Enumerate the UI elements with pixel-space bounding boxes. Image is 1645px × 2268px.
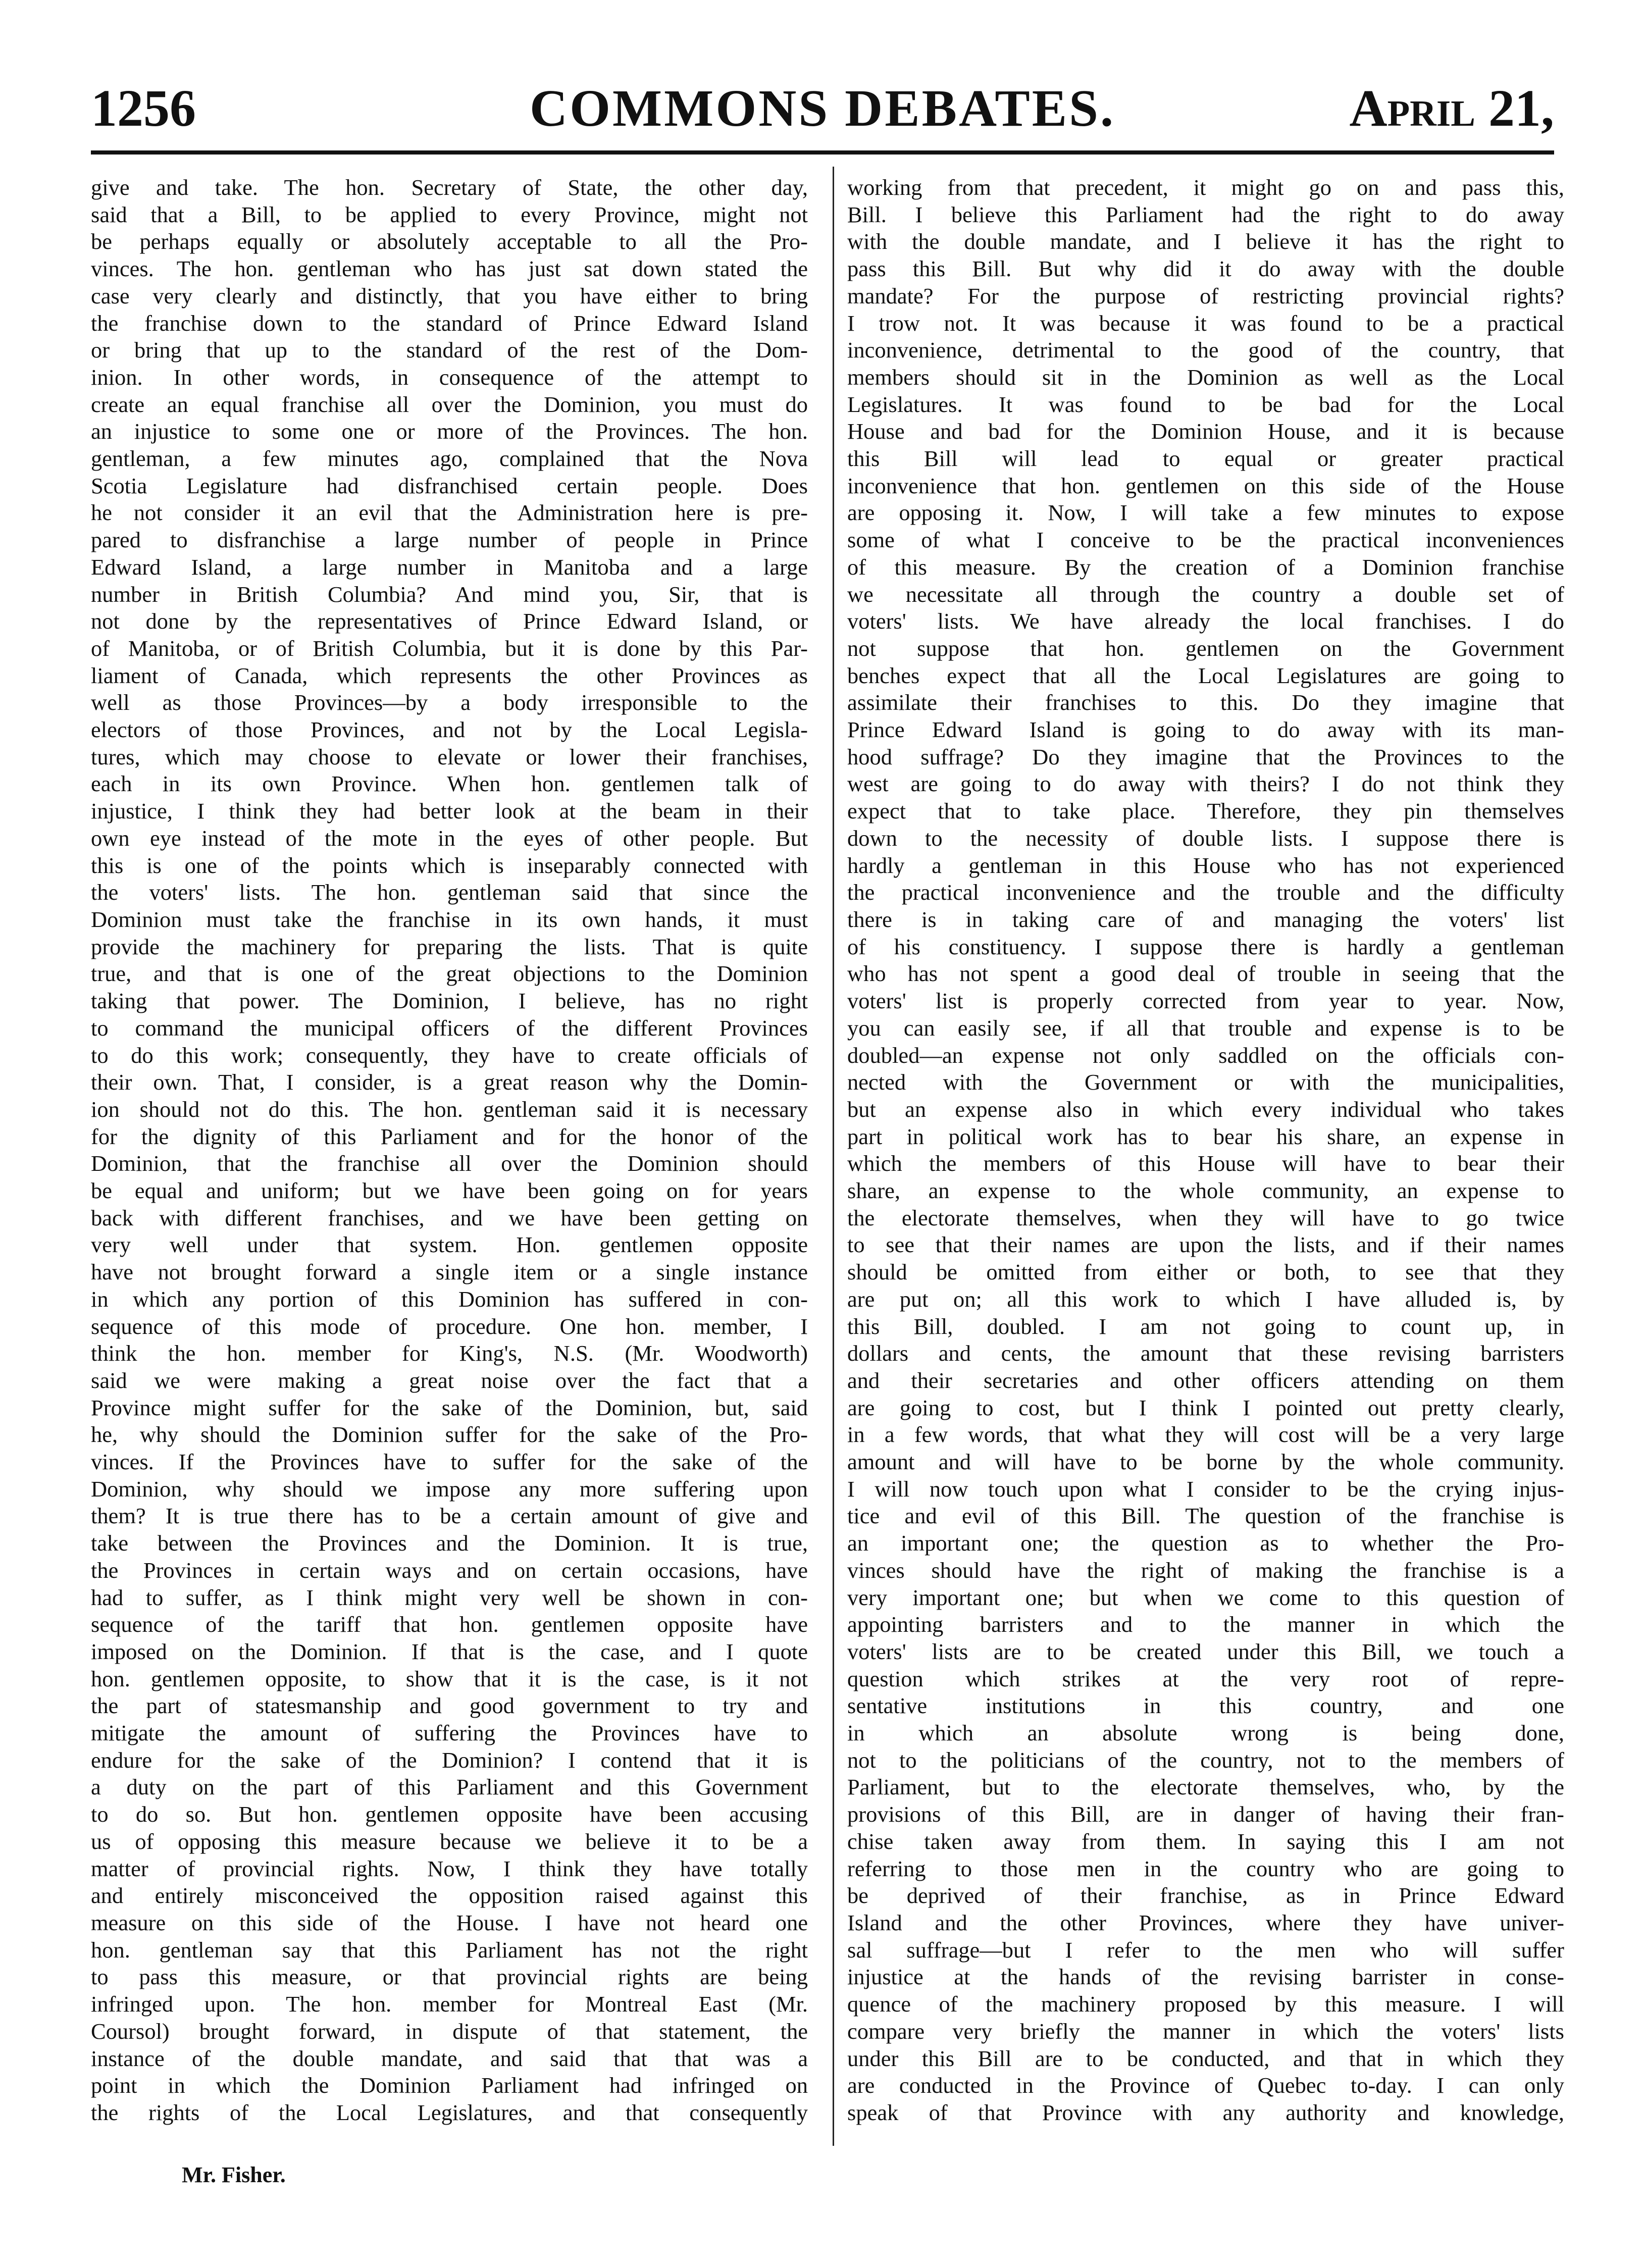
text-line: had to suffer, as I think might very well be shown in con- xyxy=(91,1584,808,1610)
text-line: not done by the representatives of Prince Edward Island, or xyxy=(91,608,808,634)
text-line: of this measure. By the creation of a Dominion franchise xyxy=(847,554,1564,580)
text-line: a duty on the part of this Parliament and this Government xyxy=(91,1774,808,1800)
text-line: said we were making a great noise over the fact that a xyxy=(91,1367,808,1393)
text-line: this is one of the points which is inseparably connected with xyxy=(91,852,808,878)
text-line: quence of the machinery proposed by this measure. I will xyxy=(847,1991,1564,2017)
text-line: west are going to do away with theirs? I do not think they xyxy=(847,771,1564,797)
text-line: point in which the Dominion Parliament had infringed on xyxy=(91,2073,808,2098)
text-line: matter of provincial rights. Now, I think they have totally xyxy=(91,1855,808,1881)
text-line: Coursol) brought forward, in dispute of that statement, the xyxy=(91,2018,808,2044)
text-line: or bring that up to the standard of the rest of the Dom- xyxy=(91,337,808,363)
text-line: of Manitoba, or of British Columbia, but it is done by this Par- xyxy=(91,635,808,661)
text-line: some of what I conceive to be the practical inconveniences xyxy=(847,527,1564,553)
text-line: sentative institutions in this country, and one xyxy=(847,1693,1564,1719)
text-line: hardly a gentleman in this House who has not experienced xyxy=(847,852,1564,878)
text-line: Island and the other Provinces, where they have univer- xyxy=(847,1910,1564,1935)
text-line: tice and evil of this Bill. The question of the franchise is xyxy=(847,1503,1564,1529)
text-line: imposed on the Dominion. If that is the case, and I quote xyxy=(91,1638,808,1664)
text-line: hon. gentlemen opposite, to show that it is the case, is it not xyxy=(91,1666,808,1691)
text-line: doubled—an expense not only saddled on the officials con- xyxy=(847,1042,1564,1068)
text-line: injustice at the hands of the revising barrister in conse- xyxy=(847,1964,1564,1990)
text-line: them? It is true there has to be a certain amount of give and xyxy=(91,1503,808,1529)
text-line: voters' list is properly corrected from year to year. Now, xyxy=(847,988,1564,1014)
text-line: Edward Island, a large number in Manitoba and a large xyxy=(91,554,808,580)
text-line: and entirely misconceived the opposition raised against this xyxy=(91,1883,808,1909)
text-line: provide the machinery for preparing the lists. That is quite xyxy=(91,934,808,959)
text-line: hon. gentleman say that this Parliament has not the right xyxy=(91,1937,808,1963)
text-line: liament of Canada, which represents the other Provinces as xyxy=(91,662,808,688)
text-line: part in political work has to bear his share, an expense in xyxy=(847,1123,1564,1149)
text-line: to do so. But hon. gentlemen opposite have been accusing xyxy=(91,1801,808,1827)
text-line: sequence of the tariff that hon. gentlemen opposite have xyxy=(91,1612,808,1637)
text-line: electors of those Provinces, and not by the Local Legisla- xyxy=(91,717,808,743)
text-line: down to the necessity of double lists. I suppose there is xyxy=(847,825,1564,851)
text-line: share, an expense to the whole community, an expense to xyxy=(847,1178,1564,1204)
text-line: members should sit in the Dominion as well as the Local xyxy=(847,364,1564,390)
text-line: you can easily see, if all that trouble and expense is to be xyxy=(847,1015,1564,1041)
text-line: appointing barristers and to the manner in which the xyxy=(847,1612,1564,1637)
text-line: are going to cost, but I think I pointed out pretty clearly, xyxy=(847,1395,1564,1420)
text-line: provisions of this Bill, are in danger of having their fran- xyxy=(847,1801,1564,1827)
text-line: taking that power. The Dominion, I believe, has no right xyxy=(91,988,808,1014)
text-line: voters' lists are to be created under this Bill, we touch a xyxy=(847,1638,1564,1664)
text-line: Province might suffer for the sake of the Dominion, but, said xyxy=(91,1395,808,1420)
text-line: he, why should the Dominion suffer for the sake of the Pro- xyxy=(91,1422,808,1448)
text-line: to command the municipal officers of the different Provinces xyxy=(91,1015,808,1041)
text-line: instance of the double mandate, and said that that was a xyxy=(91,2045,808,2071)
text-line: are put on; all this work to which I have alluded is, by xyxy=(847,1286,1564,1312)
text-line: inion. In other words, in consequence of the attempt to xyxy=(91,364,808,390)
text-line: the part of statesmanship and good government to try and xyxy=(91,1693,808,1719)
text-line: I will now touch upon what I consider to be the crying injus- xyxy=(847,1476,1564,1502)
text-line: I trow not. It was because it was found to be a practical xyxy=(847,310,1564,336)
text-line: well as those Provinces—by a body irresponsible to the xyxy=(91,690,808,715)
left-column xyxy=(91,174,808,2158)
text-line: own eye instead of the mote in the eyes of other people. But xyxy=(91,825,808,851)
text-line: vinces. The hon. gentleman who has just sat down stated the xyxy=(91,256,808,282)
text-line: the electorate themselves, when they will have to go twice xyxy=(847,1205,1564,1230)
text-line: inconvenience, detrimental to the good of the country, that xyxy=(847,337,1564,363)
text-line: the franchise down to the standard of Prince Edward Island xyxy=(91,310,808,336)
text-line: voters' lists. We have already the local franchises. I do xyxy=(847,608,1564,634)
text-line: true, and that is one of the great objections to the Dominion xyxy=(91,961,808,987)
text-line: to do this work; consequently, they have to create officials of xyxy=(91,1042,808,1068)
text-line: an injustice to some one or more of the Provinces. The hon. xyxy=(91,419,808,444)
text-line: House and bad for the Dominion House, and it is because xyxy=(847,419,1564,444)
text-line: injustice, I think they had better look at the beam in their xyxy=(91,798,808,824)
text-line: there is in taking care of and managing the voters' list xyxy=(847,906,1564,932)
text-line: Prince Edward Island is going to do away with its man- xyxy=(847,717,1564,743)
text-line: this Bill will lead to equal or greater practical xyxy=(847,446,1564,472)
text-line: but an expense also in which every individual who takes xyxy=(847,1096,1564,1122)
text-line: sal suffrage—but I refer to the men who will suffer xyxy=(847,1937,1564,1963)
text-line: not suppose that hon. gentlemen on the Government xyxy=(847,635,1564,661)
text-line: in which any portion of this Dominion has suffered in con- xyxy=(91,1286,808,1312)
text-line: in a few words, that what they will cost will be a very large xyxy=(847,1422,1564,1448)
text-line: should be omitted from either or both, to see that they xyxy=(847,1259,1564,1285)
text-line: he not consider it an evil that the Administration here is pre- xyxy=(91,500,808,526)
text-line: amount and will have to be borne by the whole community. xyxy=(847,1449,1564,1475)
text-line: mandate? For the purpose of restricting provincial rights? xyxy=(847,283,1564,308)
text-line: not to the politicians of the country, not to the members of xyxy=(847,1747,1564,1773)
page-number: 1256 xyxy=(91,79,196,137)
text-line: their own. That, I consider, is a great reason why the Domin- xyxy=(91,1069,808,1095)
text-line: the rights of the Local Legislatures, and that consequently xyxy=(91,2099,808,2125)
text-line: speak of that Province with any authority and knowledge, xyxy=(847,2099,1564,2125)
text-line: Bill. I believe this Parliament had the right to do away xyxy=(847,201,1564,227)
header-rule xyxy=(91,150,1554,154)
text-line: in which an absolute wrong is being done, xyxy=(847,1720,1564,1746)
text-line: each in its own Province. When hon. gentlemen talk of xyxy=(91,771,808,797)
text-line: referring to those men in the country who are going to xyxy=(847,1855,1564,1881)
text-line: number in British Columbia? And mind you, Sir, that is xyxy=(91,581,808,607)
text-line: us of opposing this measure because we believe it to be a xyxy=(91,1828,808,1854)
text-line: vinces. If the Provinces have to suffer for the sake of the xyxy=(91,1449,808,1475)
text-line: nected with the Government or with the municipalities, xyxy=(847,1069,1564,1095)
text-line: which the members of this House will have to bear their xyxy=(847,1151,1564,1176)
text-line: who has not spent a good deal of trouble in seeing that the xyxy=(847,961,1564,987)
text-line: give and take. The hon. Secretary of State, the other day, xyxy=(91,175,808,200)
text-line: tures, which may choose to elevate or lower their franchises, xyxy=(91,744,808,769)
text-line: and their secretaries and other officers attending on them xyxy=(847,1367,1564,1393)
text-line: very important one; but when we come to this question of xyxy=(847,1584,1564,1610)
text-line: think the hon. member for King's, N.S. (Mr. Woodworth) xyxy=(91,1341,808,1366)
text-line: the voters' lists. The hon. gentleman said that since the xyxy=(91,880,808,905)
text-line: pass this Bill. But why did it do away with the double xyxy=(847,256,1564,282)
right-column xyxy=(847,174,1564,2158)
text-line: expect that to take place. Therefore, they pin themselves xyxy=(847,798,1564,824)
text-line: question which strikes at the very root of repre- xyxy=(847,1666,1564,1691)
text-line: Dominion, that the franchise all over the Dominion should xyxy=(91,1151,808,1176)
text-line: with the double mandate, and I believe it has the right to xyxy=(847,229,1564,254)
text-line: Dominion, why should we impose any more suffering upon xyxy=(91,1476,808,1502)
text-line: the practical inconvenience and the trouble and the difficulty xyxy=(847,880,1564,905)
text-line: of his constituency. I suppose there is hardly a gentleman xyxy=(847,934,1564,959)
text-line: Scotia Legislature had disfranchised certain people. Does xyxy=(91,473,808,498)
text-line: dollars and cents, the amount that these revising barristers xyxy=(847,1341,1564,1366)
text-line: benches expect that all the Local Legislatures are going to xyxy=(847,662,1564,688)
text-line: under this Bill are to be conducted, and that in which they xyxy=(847,2045,1564,2071)
text-line: have not brought forward a single item or a single instance xyxy=(91,1259,808,1285)
text-line: to pass this measure, or that provincial rights are being xyxy=(91,1964,808,1990)
text-line: mitigate the amount of suffering the Provinces have to xyxy=(91,1720,808,1746)
column-divider xyxy=(833,167,834,2146)
page-date: April 21, xyxy=(1349,79,1554,137)
text-line: chise taken away from them. In saying this I am not xyxy=(847,1828,1564,1854)
text-line: be equal and uniform; but we have been going on for years xyxy=(91,1178,808,1204)
text-line: an important one; the question as to whether the Pro- xyxy=(847,1530,1564,1556)
text-line: endure for the sake of the Dominion? I contend that it is xyxy=(91,1747,808,1773)
text-line: the Provinces in certain ways and on certain occasions, have xyxy=(91,1557,808,1583)
speaker-footer: Mr. Fisher. xyxy=(182,2162,286,2187)
page-header xyxy=(91,76,1554,141)
text-line: said that a Bill, to be applied to every Province, might not xyxy=(91,201,808,227)
publication-title: COMMONS DEBATES. xyxy=(530,79,1115,137)
text-line: create an equal franchise all over the Dominion, you must do xyxy=(91,391,808,417)
text-line: ion should not do this. The hon. gentleman said it is necessary xyxy=(91,1096,808,1122)
text-line: take between the Provinces and the Dominion. It is true, xyxy=(91,1530,808,1556)
text-line: measure on this side of the House. I have not heard one xyxy=(91,1910,808,1935)
text-line: to see that their names are upon the lists, and if their names xyxy=(847,1232,1564,1258)
text-line: vinces should have the right of making the franchise is a xyxy=(847,1557,1564,1583)
text-line: working from that precedent, it might go on and pass this, xyxy=(847,175,1564,200)
text-line: are opposing it. Now, I will take a few minutes to expose xyxy=(847,500,1564,526)
text-line: this Bill, doubled. I am not going to count up, in xyxy=(847,1313,1564,1339)
text-line: compare very briefly the manner in which the voters' lists xyxy=(847,2018,1564,2044)
text-line: pared to disfranchise a large number of people in Prince xyxy=(91,527,808,553)
text-line: Legislatures. It was found to be bad for the Local xyxy=(847,391,1564,417)
text-line: be deprived of their franchise, as in Prince Edward xyxy=(847,1883,1564,1909)
text-line: inconvenience that hon. gentlemen on this side of the House xyxy=(847,473,1564,498)
text-line: very well under that system. Hon. gentlemen opposite xyxy=(91,1232,808,1258)
text-line: case very clearly and distinctly, that you have either to bring xyxy=(91,283,808,308)
text-line: hood suffrage? Do they imagine that the Provinces to the xyxy=(847,744,1564,769)
text-line: sequence of this mode of procedure. One hon. member, I xyxy=(91,1313,808,1339)
text-line: Dominion must take the franchise in its own hands, it must xyxy=(91,906,808,932)
text-line: be perhaps equally or absolutely acceptable to all the Pro- xyxy=(91,229,808,254)
text-line: we necessitate all through the country a double set of xyxy=(847,581,1564,607)
text-line: infringed upon. The hon. member for Montreal East (Mr. xyxy=(91,1991,808,2017)
text-line: are conducted in the Province of Quebec to-day. I can only xyxy=(847,2073,1564,2098)
text-line: gentleman, a few minutes ago, complained that the Nova xyxy=(91,446,808,472)
text-line: for the dignity of this Parliament and for the honor of the xyxy=(91,1123,808,1149)
text-line: back with different franchises, and we have been getting on xyxy=(91,1205,808,1230)
text-line: assimilate their franchises to this. Do they imagine that xyxy=(847,690,1564,715)
text-line: Parliament, but to the electorate themselves, who, by the xyxy=(847,1774,1564,1800)
